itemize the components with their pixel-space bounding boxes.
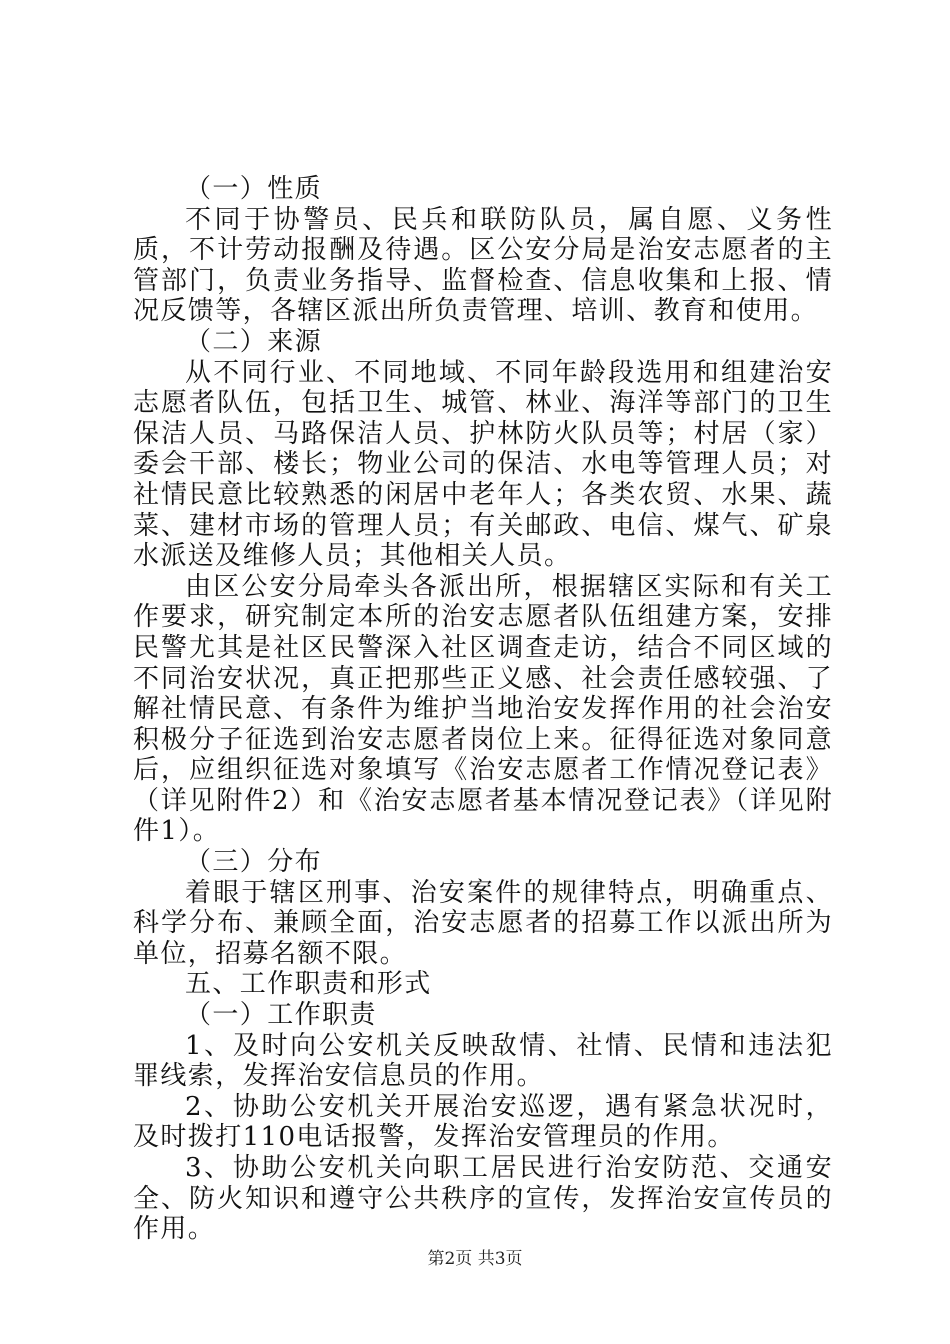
duty-item-3: 3、协助公安机关向职工居民进行治安防范、交通安全、防火知识和遵守公共秩序的宣传，发挥治安宣传员的作用。 [133, 1153, 833, 1245]
page-number-footer: 第2页 共3页 [427, 1249, 523, 1269]
section-heading-duties-and-forms: 五、工作职责和形式 [185, 969, 432, 1000]
duty-item-1: 1、及时向公安机关反映敌情、社情、民情和违法犯罪线索，发挥治安信息员的作用。 [133, 1030, 833, 1092]
section-heading-distribution: （三）分布 [185, 847, 323, 878]
duty-item-2: 2、协助公安机关开展治安巡逻，遇有紧急状况时，及时拨打110电话报警，发挥治安管理员的作用。 [133, 1091, 833, 1153]
paragraph-distribution: 着眼于辖区刑事、治安案件的规律特点，明确重点、科学分布、兼顾全面，治安志愿者的招募工作以派出所为单位，招募名额不限。 [133, 877, 833, 969]
paragraph-recruitment: 由区公安分局牵头各派出所，根据辖区实际和有关工作要求，研究制定本所的治安志愿者队伍组建方案，安排民警尤其是社区民警深入社区调查走访，结合不同区域的不同治安状况，真正把那些正义感、社会责任感较强、了解社情民意、有条件为维护当地治安发挥作用的社会治安积极分子征选到治安志愿者岗位上来。征得征选对象同意后，应组织征选对象填写《治安志愿者工作情况登记表》（详见附件2）和《治安志愿者基本情况登记表》（详见附件1）。 [133, 571, 833, 847]
paragraph-source: 从不同行业、不同地域、不同年龄段选用和组建治安志愿者队伍，包括卫生、城管、林业、海洋等部门的卫生保洁人员、马路保洁人员、护林防火队员等；村居（家）委会干部、楼长；物业公司的保洁、水电等管理人员；对社情民意比较熟悉的闲居中老年人；各类农贸、水果、蔬菜、建材市场的管理人员；有关邮政、电信、煤气、矿泉水派送及维修人员；其他相关人员。 [133, 357, 833, 572]
section-heading-nature: （一）性质 [185, 174, 323, 204]
section-heading-source: （二）来源 [185, 326, 323, 357]
document-body [133, 174, 833, 1245]
section-heading-duties: （一）工作职责 [185, 1000, 377, 1031]
paragraph-nature: 不同于协警员、民兵和联防队员，属自愿、义务性质，不计劳动报酬及待遇。区公安分局是治安志愿者的主管部门，负责业务指导、监督检查、信息收集和上报、情况反馈等，各辖区派出所负责管理、培训、教育和使用。 [133, 204, 833, 327]
